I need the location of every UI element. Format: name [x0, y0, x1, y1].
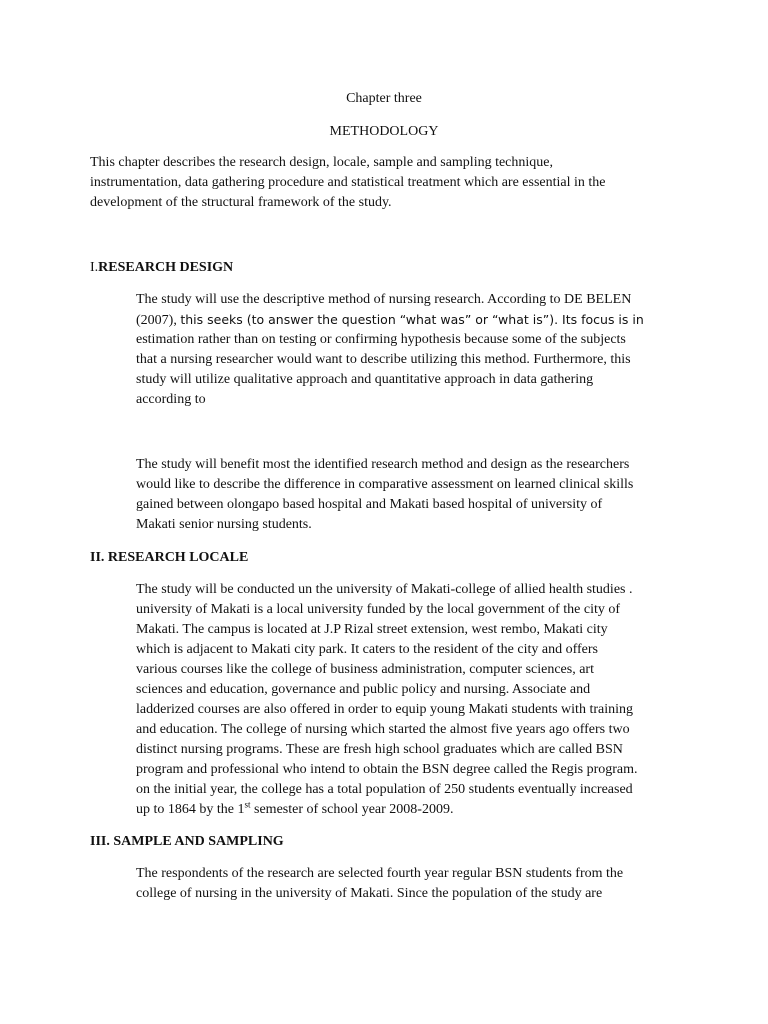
chapter-title: Chapter three — [346, 91, 422, 106]
research-design-p1-line-5: study will utilize qualitative approach and quantitative approach in data gathering — [136, 372, 594, 387]
intro-line-1: This chapter describes the research design, locale, sample and sampling technique, — [90, 155, 553, 170]
research-design-p2-line-1: The study will benefit most the identified research method and design as the researchers — [136, 457, 630, 472]
research-locale-line-12 — [136, 800, 453, 820]
research-locale-line-4: which is adjacent to Makati city park. It caters to the resident of the city and offers — [136, 642, 598, 657]
citation-year: (2007), — [136, 313, 181, 328]
research-design-p2-line-4: Makati senior nursing students. — [136, 517, 312, 532]
research-locale-line-3: Makati. The campus is located at J.P Rizal street extension, west rembo, Makati city — [136, 622, 608, 637]
sample-sampling-heading: III. SAMPLE AND SAMPLING — [90, 834, 284, 849]
intro-line-2: instrumentation, data gathering procedure and statistical treatment which are essential in the — [90, 175, 606, 190]
methodology-title: METHODOLOGY — [329, 124, 439, 139]
intro-line-3: development of the structural framework of the study. — [90, 195, 392, 210]
research-design-p1-line-3: estimation rather than on testing or confirming hypothesis because some of the subjects — [136, 332, 626, 347]
research-design-p2-line-2: would like to describe the difference in comparative assessment on learned clinical skills — [136, 477, 634, 492]
ordinal-suffix: st — [244, 799, 251, 810]
quoted-definition: this seeks (to answer the question “what was” or “what is”). Its focus is in — [180, 312, 644, 327]
research-design-p1-line-2 — [136, 310, 644, 331]
research-design-p1-line-6: according to — [136, 392, 206, 407]
research-design-title: RESEARCH DESIGN — [98, 260, 234, 275]
research-design-p2-line-3: gained between olongapo based hospital and Makati based hospital of university of — [136, 497, 603, 512]
population-text: up to 1864 by the 1 — [136, 802, 245, 817]
research-locale-heading: II. RESEARCH LOCALE — [90, 550, 249, 565]
research-locale-line-11: on the initial year, the college has a total population of 250 students eventually increased — [136, 782, 633, 797]
research-locale-line-10: program and professional who intend to obtain the BSN degree called the Regis program. — [136, 762, 638, 777]
research-locale-line-1: The study will be conducted un the university of Makati-college of allied health studies . — [136, 582, 633, 597]
research-design-number: I. — [90, 260, 99, 275]
research-locale-line-5: various courses like the college of business administration, computer sciences, art — [136, 662, 594, 677]
research-design-heading — [90, 258, 233, 278]
research-design-p1-line-1: The study will use the descriptive method of nursing research. According to DE BELEN — [136, 292, 632, 307]
research-locale-line-2: university of Makati is a local university funded by the local government of the city of — [136, 602, 621, 617]
research-locale-line-8: and education. The college of nursing which started the almost five years ago offers two — [136, 722, 630, 737]
research-locale-line-7: ladderized courses are also offered in order to equip young Makati students with training — [136, 702, 633, 717]
research-locale-line-9: distinct nursing programs. These are fresh high school graduates which are called BSN — [136, 742, 623, 757]
semester-text: semester of school year 2008-2009. — [250, 802, 454, 817]
sample-sampling-line-2: college of nursing in the university of Makati. Since the population of the study are — [136, 886, 603, 901]
research-design-p1-line-4: that a nursing researcher would want to describe utilizing this method. Furthermore, this — [136, 352, 631, 367]
sample-sampling-line-1: The respondents of the research are selected fourth year regular BSN students from the — [136, 866, 624, 881]
research-locale-line-6: sciences and education, governance and public policy and nursing. Associate and — [136, 682, 591, 697]
